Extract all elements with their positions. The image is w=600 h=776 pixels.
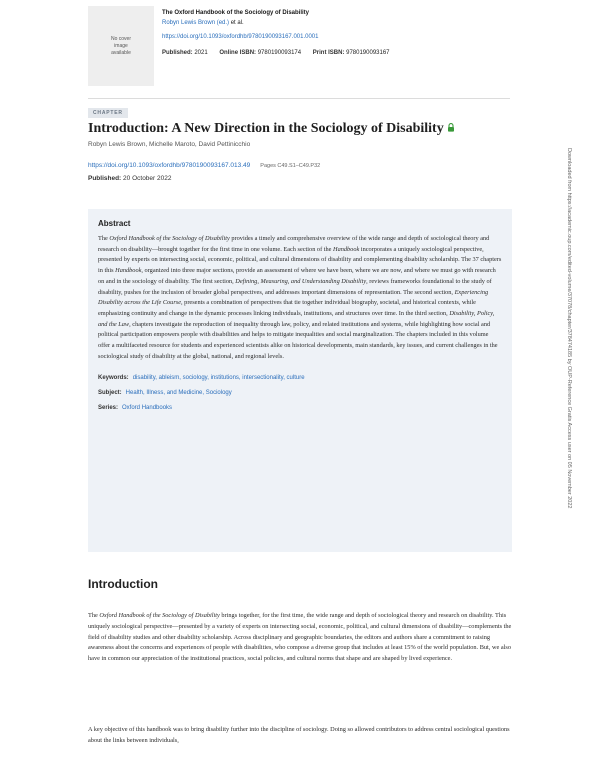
chapter-published-value: 20 October 2022: [123, 175, 172, 182]
chapter-badge: CHAPTER: [88, 108, 128, 118]
keyword-link[interactable]: ableism: [158, 375, 180, 382]
keyword-link[interactable]: disability: [132, 375, 156, 382]
abstract-text-segment: , presents a combination of perspectives that tie together individual biography, societal, and historical contexts, while emphasizing continuity and change in the dynamic processes linking individuals, institutions, and structures over time. In the third section,: [98, 299, 476, 317]
introduction-paragraph-1: [88, 611, 512, 665]
series-link[interactable]: Oxford Handbooks: [122, 405, 173, 412]
introduction-text-segment: Oxford Handbook of the Sociology of Disability: [99, 612, 220, 619]
book-etal: et al.: [229, 20, 244, 26]
cover-placeholder-text: No cover image available: [110, 35, 131, 56]
chapter-pages: Pages C49.S1–C49.P32: [260, 163, 321, 169]
series-label: Series:: [98, 405, 119, 412]
book-meta: [162, 48, 522, 58]
chapter-doi-line: [88, 162, 320, 169]
list-separator: ,: [155, 375, 159, 382]
series-row: [98, 404, 502, 412]
introduction-text-segment: brings together, for the first time, the wide range and depth of sociological theory and research on disability. This uniquely sociological perspective—presented by a variety of experts on intersecting social, economic, political, and cultural dimensions of disability—complements the field of disability studies and other disability scholarship. Across disciplinary and geographic boundaries, the editors and authors share a commitment to raising awareness about the concerns and experiences of people with disabilities, who compose a diverse group that includes at least 15% of the world population. But, we also have in common our appreciation of the institutional practices, social policies, and cultural norms that shape and are shaped by lived experience.: [88, 612, 512, 663]
print-isbn-label: Print ISBN:: [312, 50, 345, 56]
abstract-text-segment: Handbook: [333, 245, 360, 253]
keywords-row: [98, 374, 502, 382]
chapter-doi-link[interactable]: https://doi.org/10.1093/oxfordhb/9780190093167.013.49: [88, 162, 251, 169]
list-separator: ,: [207, 375, 211, 382]
abstract-text: [98, 234, 502, 362]
abstract-text-segment: Defining, Measuring, and Understanding Disability: [235, 277, 367, 285]
chapter-published: [88, 175, 171, 182]
introduction-paragraph-2: A key objective of this handbook was to bring disability further into the discipline of sociology. Doing so allowed contributors to address central sociological questions about the links between individuals,: [88, 726, 510, 744]
book-published-value: 2021: [194, 50, 208, 56]
keyword-link[interactable]: sociology: [182, 375, 208, 382]
subject-row: [98, 389, 502, 397]
introduction-heading: Introduction: [88, 577, 158, 591]
book-editors-link[interactable]: Robyn Lewis Brown (ed.): [162, 20, 230, 26]
online-isbn-value: 9780190093174: [257, 50, 302, 56]
print-isbn-value: 9780190093167: [346, 50, 390, 56]
abstract-text-segment: Experiencing Disability across the Life Course: [98, 288, 489, 307]
abstract-text-segment: Handbook: [115, 267, 142, 275]
abstract-heading: Abstract: [98, 219, 131, 228]
book-cover-placeholder: [88, 6, 154, 86]
book-published-label: Published:: [162, 50, 193, 56]
keyword-link[interactable]: culture: [286, 375, 305, 382]
list-separator: ,: [283, 375, 287, 382]
book-title[interactable]: The Oxford Handbook of the Sociology of Disability: [162, 10, 310, 16]
download-watermark: Downloaded from https://academic.oup.com/edited-volume/37078/chapter/378474185 by OUP-Reference Gratis Access user on 05 November 2022: [566, 148, 572, 509]
abstract-text-segment: incorporates a uniquely sociological perspective, presented by experts on intersecting social, economic, political, and cultural dimensions of disability and complementing disability scholarship. The 37 chapters in this: [98, 245, 502, 275]
abstract-text-segment: , organized into three major sections, provide an assessment of where we have been, where we are now, and where we must go with research on and in the sociology of disability. The first section,: [98, 267, 496, 285]
abstract-text-segment: , reviews frameworks foundational to the study of disability, pushes for the inclusion of broader global perspectives, and addresses important dimensions of representation. The second section,: [98, 277, 492, 296]
header-divider: [88, 98, 510, 99]
chapter-title: [88, 120, 528, 138]
keyword-link[interactable]: institutions: [210, 375, 239, 382]
open-access-lock-icon: [447, 120, 455, 138]
abstract-text-segment: Disability, Policy, and the Law: [98, 309, 495, 328]
keywords-label: Keywords:: [98, 375, 129, 382]
online-isbn-label: Online ISBN:: [219, 50, 257, 56]
abstract-text-segment: Oxford Handbook of the Sociology of Disability: [109, 235, 230, 242]
abstract-text-segment: provides a timely and comprehensive overview of the wide range and depth of sociological theory and research on disability—brought together for the first time in one volume. Each section of the: [98, 235, 490, 253]
abstract-text-segment: , chapters investigate the reproduction of inequality through law, policy, and related institutions and systems, while highlighting how social and political participation empowers people with disabilities and helps to mitigate inequalities and social marginalization. The chapters included in this volume offer a multifaceted resource for students and experienced scientists alike on historical developments, main standards, key issues, and current challenges in the sociological study of disability at the global, national, and regional levels.: [98, 320, 498, 360]
book-info: [162, 8, 522, 58]
introduction-text-segment: The: [88, 612, 100, 619]
abstract-box: [88, 209, 512, 552]
chapter-published-label: Published:: [88, 175, 122, 182]
subject-link[interactable]: Sociology: [205, 390, 232, 397]
abstract-text-segment: The: [98, 235, 110, 242]
chapter-authors: Robyn Lewis Brown, Michelle Maroto, David Pettinicchio: [88, 141, 251, 148]
list-separator: ,: [238, 375, 243, 382]
list-separator: ,: [202, 390, 206, 397]
subject-link[interactable]: Health, Illness, and Medicine: [125, 390, 203, 397]
list-separator: ,: [179, 375, 183, 382]
book-doi-link[interactable]: https://doi.org/10.1093/oxfordhb/9780190093167.001.0001: [162, 34, 319, 40]
chapter-title-text: Introduction: A New Direction in the Sociology of Disability: [88, 121, 444, 137]
keyword-link[interactable]: intersectionality: [242, 375, 284, 382]
subject-label: Subject:: [98, 390, 122, 397]
